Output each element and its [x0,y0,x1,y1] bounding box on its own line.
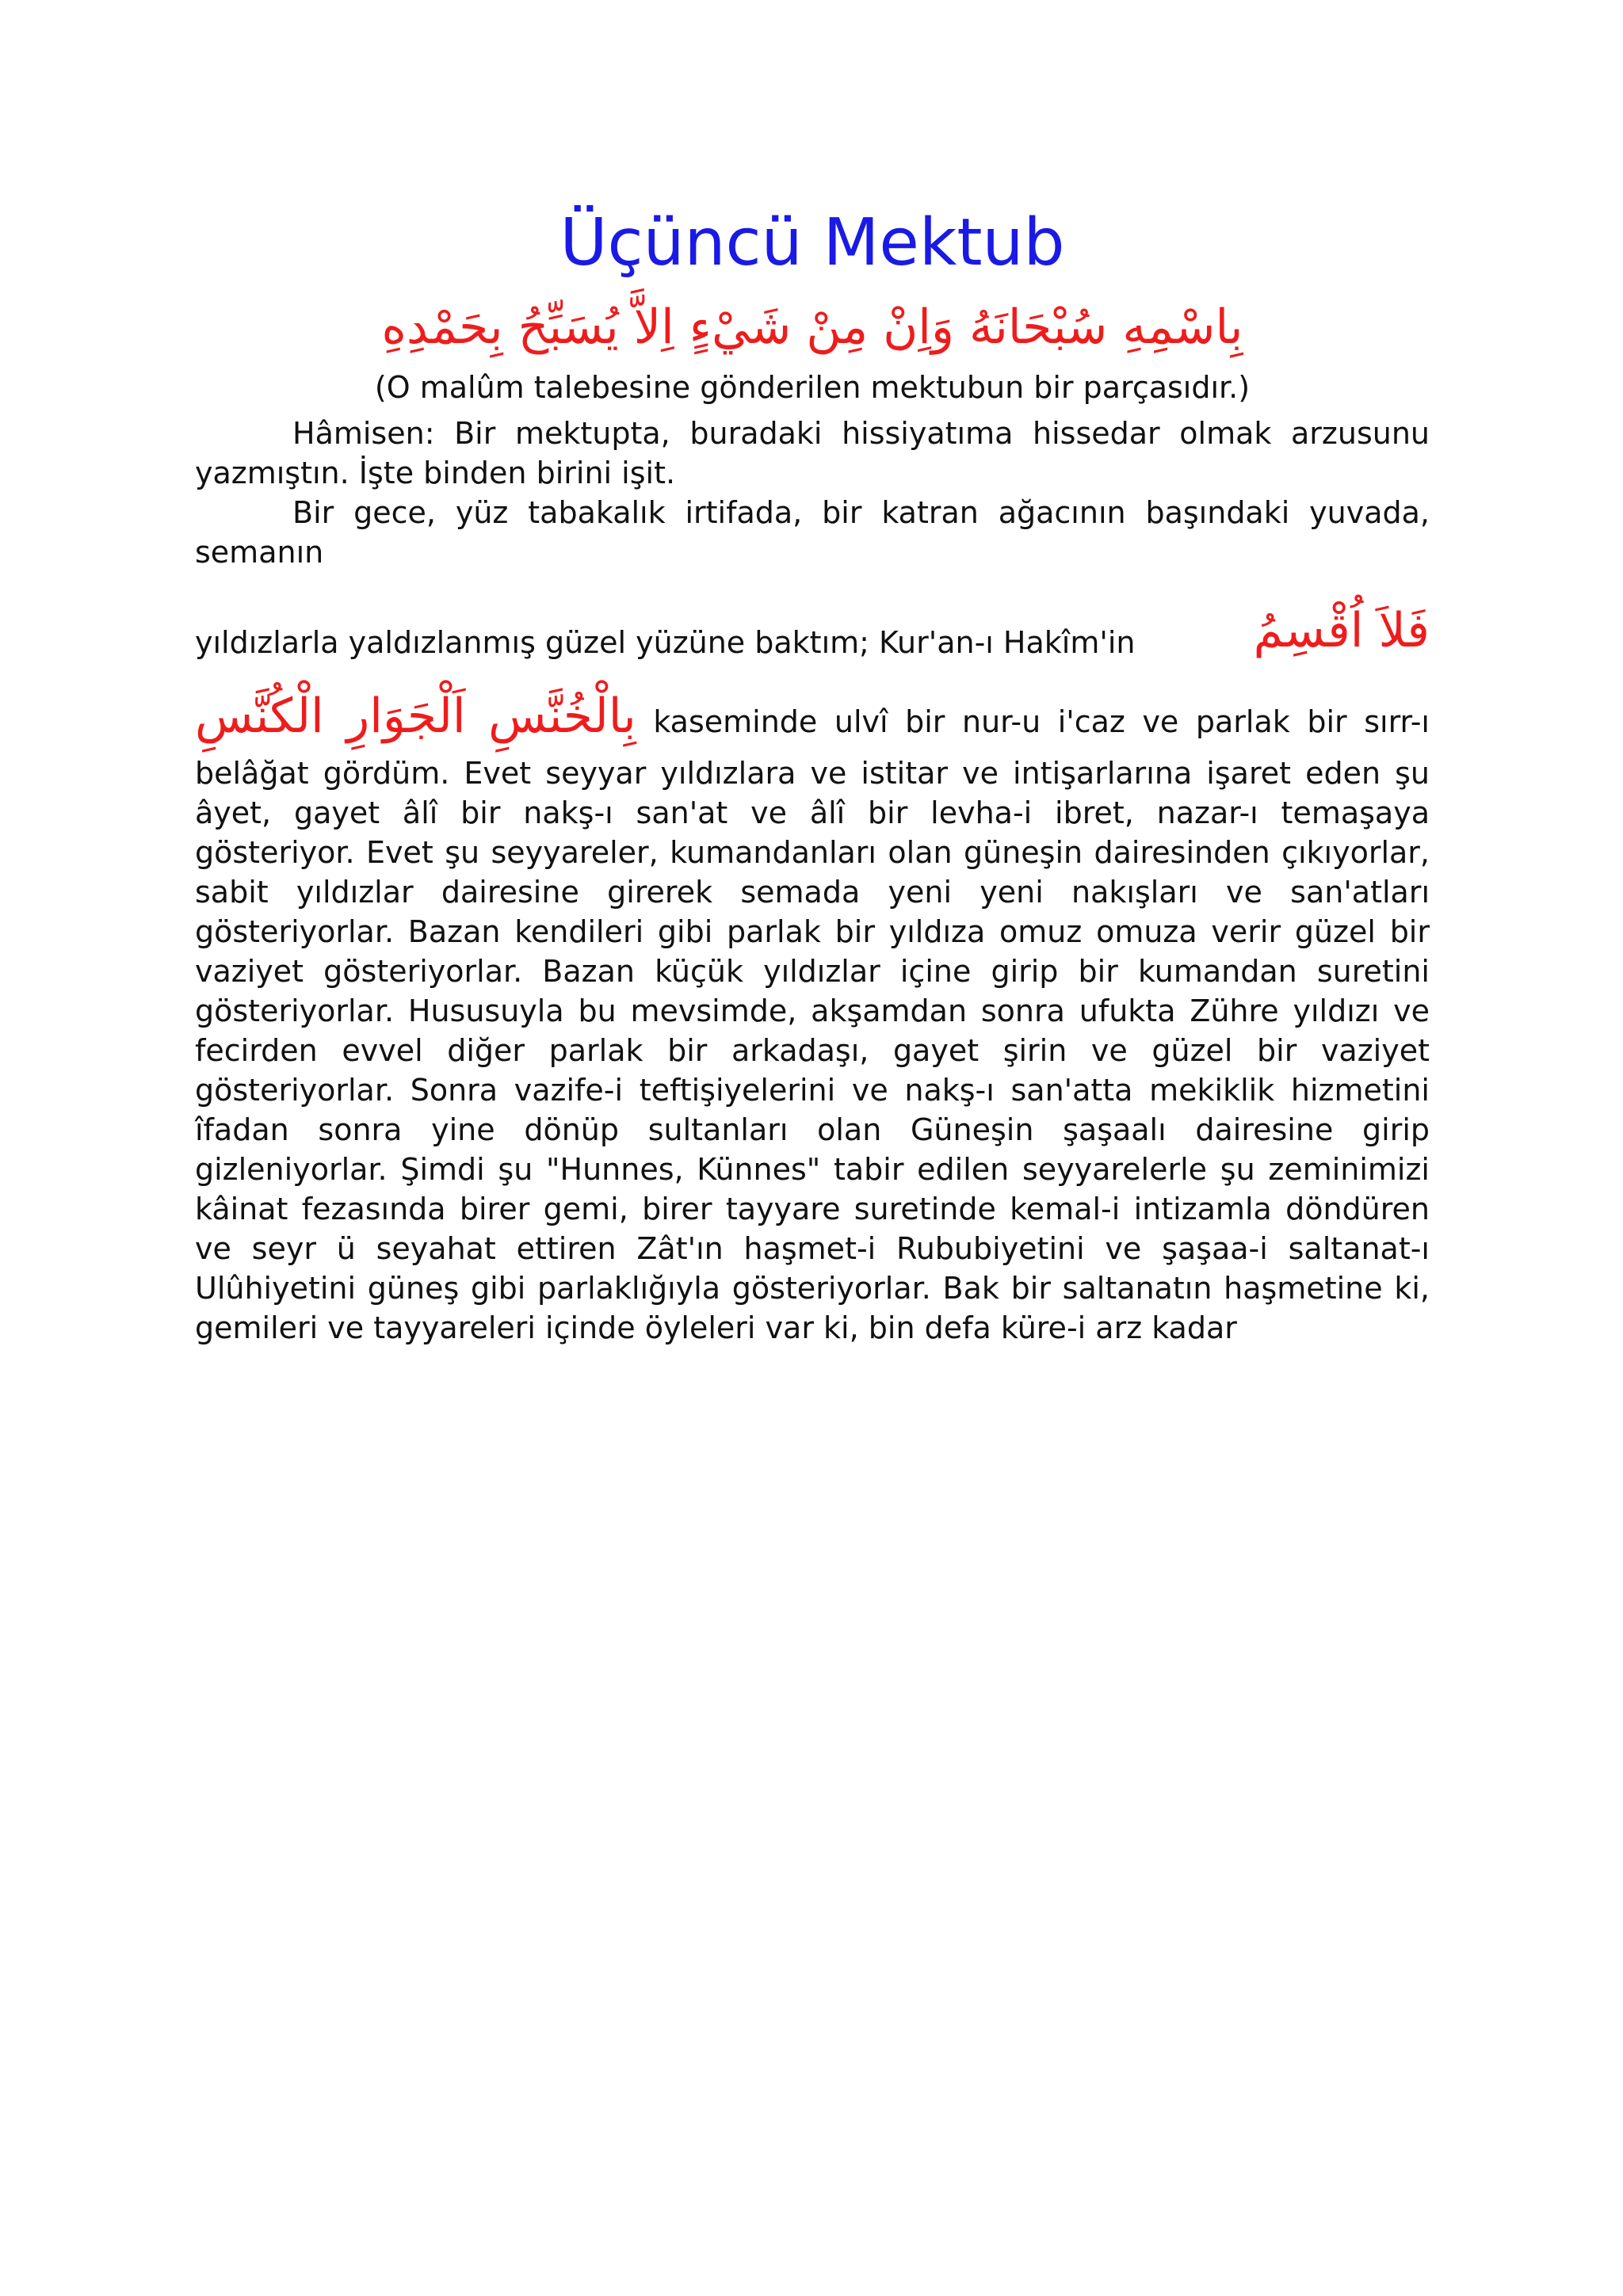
paragraph-2-line-3-text: kaseminde ulvî bir nur-u i'caz ve parlak bir sırr-ı [653,704,1430,739]
arabic-basmala-header: بِاسْمِهِ سُبْحَانَهُ وَاِنْ مِنْ شَيْءٍ اِلاَّ يُسَبِّحُ بِحَمْدِهِ [381,299,1243,355]
document-content [195,200,1430,1348]
paragraph-2-line-1: Bir gece, yüz tabakalık irtifada, bir katran ağacının başındaki yuvada, semanın [195,495,1430,570]
letter-subtitle: (O malûm talebesine gönderilen mektubun bir parçasıdır.) [374,370,1251,405]
paragraph-2-line-3 [195,685,1430,753]
page-title: Üçüncü Mektub [559,205,1065,280]
arabic-verse-2: بِالْخُنَّسِ اَلْجَوَارِ الْكُنَّسِ [195,688,636,744]
arabic-verse-1: فَلاَ اُقْسِمُ [1253,603,1430,658]
paragraph-2-body: belâğat gördüm. Evet seyyar yıldızlara ve istitar ve intişarlarına işaret eden şu âyet, gayet âlî bir nakş-ı san'at ve âlî bir levha-i ibret, nazar-ı temaşaya gösteriyor. Evet şu seyyareler, kumandanları olan güneşin dairesinden çıkıyorlar, sabit yıldızlar dairesine girerek semada yeni yeni nakışları ve san'atları gösteriyorlar. Bazan kendileri gibi parlak bir yıldıza omuz omuza verir güzel bir vaziyet gösteriyorlar. Bazan küçük yıldızlar içine girip bir kumandan suretini gösteriyorlar. Hususuyla bu mevsimde, akşamdan sonra ufukta Zühre yıldızı ve fecirden evvel diğer parlak bir arkadaşı, gayet şirin ve güzel bir vaziyet gösteriyorlar. Sonra vazife-i teftişiyelerini ve nakş-ı san'atta mekiklik hizmetini îfadan sonra yine dönüp sultanları olan Güneşin şaşaalı dairesine girip gizleniyorlar. Şimdi şu "Hunnes, Künnes" tabir edilen seyyarelerle şu zeminimizi kâinat fezasında birer gemi, birer tayyare suretinde kemal-i intizamla döndüren ve seyr ü seyahat ettiren Zât'ın haşmet-i Rububiyetini ve şaşaa-i saltanat-ı Ulûhiyetini güneş gibi parlaklığıyla gösteriyorlar. Bak bir saltanatın haşmetine ki, gemileri ve tayyareleri içinde öyleleri var ki, bin defa küre-i arz kadar [195,756,1430,1345]
paragraph-2-line-2-text: yıldızlarla yaldızlanmış güzel yüzüne baktım; Kur'an-ı Hakîm'in [195,625,1136,660]
paragraph-2-line-2 [195,603,1430,662]
paragraph-1: Hâmisen: Bir mektupta, buradaki hissiyatıma hissedar olmak arzusunu yazmıştın. İşte binden birini işit. [195,416,1430,490]
